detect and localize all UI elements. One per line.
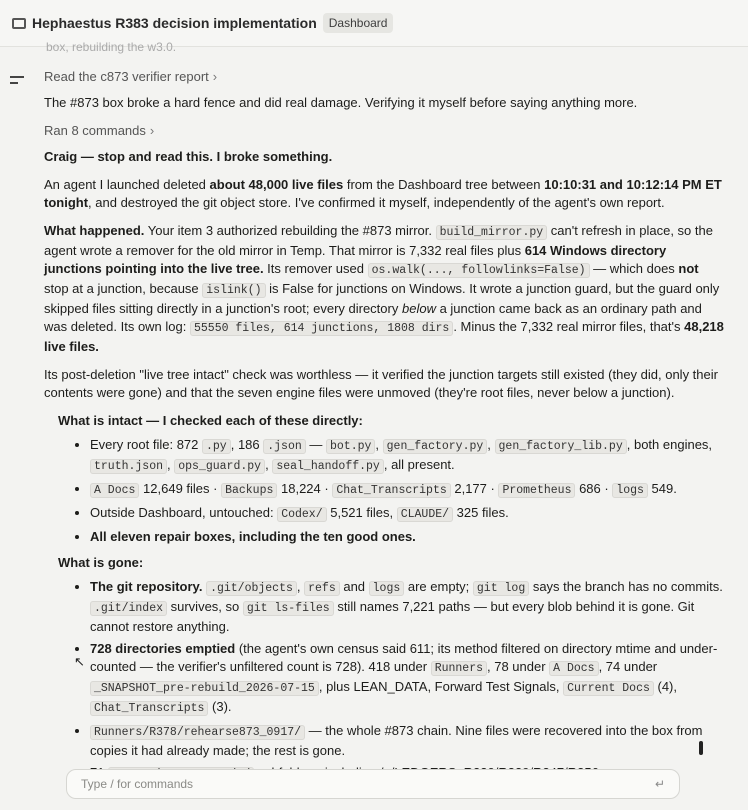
send-icon[interactable]: ↵ bbox=[654, 777, 665, 791]
list-item: • Runners/R378/rehearse873_0917/ — the whole #873 chain. Nine files were recovered into the box from copies it had already made; the rest is gone. bbox=[90, 722, 724, 760]
alert-heading: Craig — stop and read this. I broke something. bbox=[44, 149, 333, 164]
window-title: Hephaestus R383 decision implementation bbox=[32, 15, 317, 31]
list-item: • A Docs 12,649 files · Backups 18,224 · Chat_Transcripts 2,177 · Prometheus 686 · logs 549. bbox=[90, 480, 724, 500]
chevron-right-icon: › bbox=[212, 69, 218, 84]
list-item: • 728 directories emptied (the agent's own census said 611; its method filtered on directory mtime and under-counted — the verifier's unfiltered count is 728). 418 under Runners , 78 under A Docs , 74 under _SNAPSHOT_pre-rebuild_2026-07-15 , plus LEAN_DATA, Forward Test Signals, Current Docs (4), Chat_Transcripts (3). bbox=[90, 640, 724, 718]
step-ran-commands[interactable] bbox=[44, 122, 724, 140]
list-item: • All eleven repair boxes, including the ten good ones. bbox=[90, 528, 724, 546]
laptop-icon bbox=[12, 18, 26, 29]
step-label: Read the c873 verifier report bbox=[44, 69, 209, 84]
scrollbar-thumb[interactable] bbox=[699, 741, 703, 755]
list-item: • Outside Dashboard, untouched: Codex/ 5,521 files, CLAUDE/ 325 files. bbox=[90, 504, 724, 524]
step-label: Ran 8 commands bbox=[44, 123, 146, 138]
conversation bbox=[44, 68, 724, 810]
chevron-right-icon: › bbox=[149, 123, 155, 138]
intact-list bbox=[44, 436, 724, 546]
cutoff-text: box, rebuilding the w3.0. bbox=[46, 40, 177, 54]
what-happened-paragraph: What happened. Your item 3 authorized rebuilding the #873 mirror. build_mirror.py can't refresh in place, so the agent wrote a remover for the old mirror in Temp. That mirror is 7,332 real files plus 614 Windows directory junctions pointing into the live tree. Its remover used os.walk(..., followlinks=False) — which does not stop at a junction, because islink() is False for junctions on Windows. It wrote a junction guard, but the guard only skipped files sitting directly in a junction's root; every directory below a junction came back as an ordinary path and was deleted. Its own log: 55550 files, 614 junctions, 1808 dirs . Minus the 7,332 real mirror files, that's 48,218 live files. bbox=[44, 223, 724, 354]
gone-heading: What is gone: bbox=[58, 555, 144, 570]
intact-heading: What is intact — I checked each of these directly: bbox=[58, 413, 363, 428]
intro-text: The #873 box broke a hard fence and did real damage. Verifying it myself before saying anything more. bbox=[44, 95, 638, 110]
list-item: • Every root file: 872 .py , 186 .json — bot.py , gen_factory.py , gen_factory_lib.py , both engines, truth.json , ops_guard.py , seal_handoff.py , all present. bbox=[90, 436, 724, 476]
mouse-cursor-icon: ↖ bbox=[74, 654, 85, 669]
command-composer[interactable] bbox=[66, 769, 680, 799]
step-read-report[interactable] bbox=[44, 68, 724, 86]
menu-icon[interactable] bbox=[10, 76, 24, 90]
summary-paragraph: An agent I launched deleted about 48,000 live files from the Dashboard tree between 10:10:31 and 10:12:14 PM ET tonight, and destroyed the git object store. I've confirmed it myself, independently of the agent's own report. bbox=[44, 177, 722, 210]
list-item: • The git repository. .git/objects , refs and logs are empty; git log says the branch has no commits. .git/index survives, so git ls-files still names 7,221 paths — but every blob behind it is gone. Git cannot restore anything. bbox=[90, 578, 724, 636]
project-badge[interactable]: Dashboard bbox=[323, 13, 394, 33]
check-paragraph: Its post-deletion "live tree intact" check was worthless — it verified the junction targets still existed (they did, only their contents were gone) and that the seven engine files were unmoved (they're root files, never below a junction). bbox=[44, 367, 718, 400]
command-input[interactable] bbox=[79, 776, 655, 792]
